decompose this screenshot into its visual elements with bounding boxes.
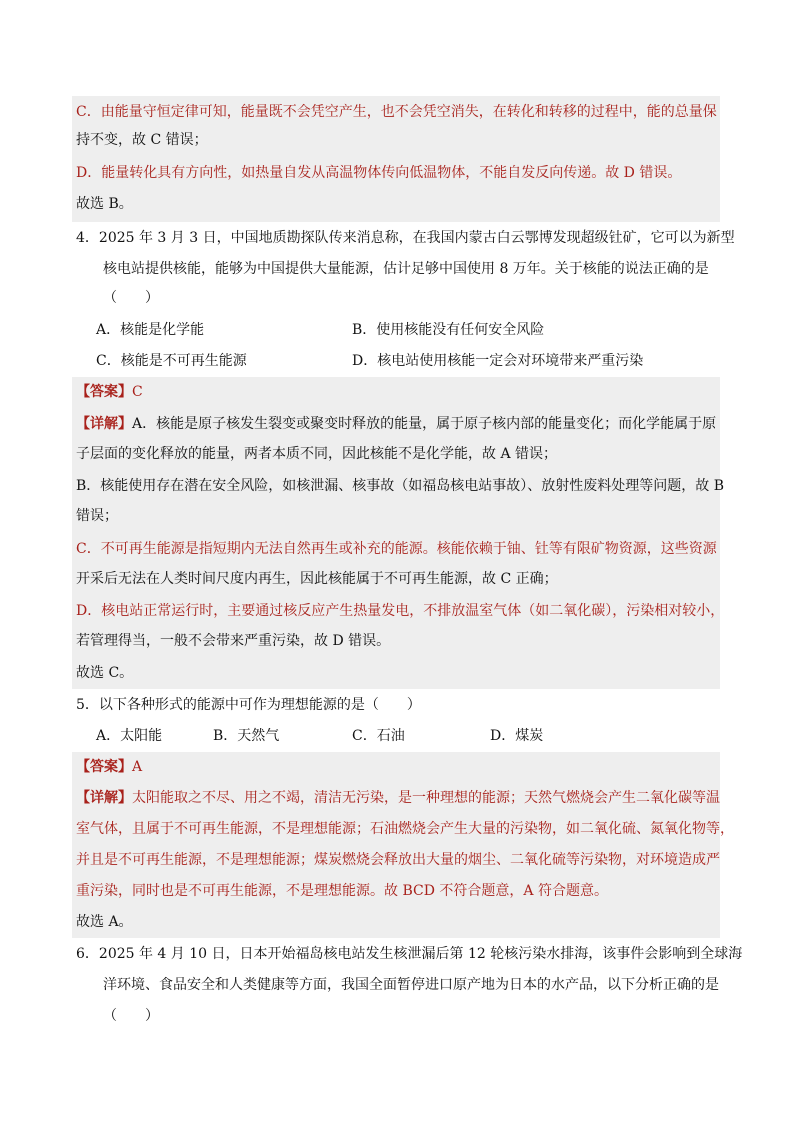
q4-option-c: C．核能是不可再生能源 [96,353,247,369]
q5-detail-line2: 室气体，且属于不可再生能源，不是理想能源；石油燃烧会产生大量的污染物，如二氧化硫、氮氧化物等， [76,821,734,837]
q5-answer-row [76,756,142,778]
q4-detail-c-line2: 开采后无法在人类时间尺度内再生，因此核能属于不可再生能源，故 C 正确； [76,571,558,587]
answer-tag: 【答案】 [76,759,132,775]
q5-stem: 5．以下各种形式的能源中可作为理想能源的是（ ） [76,697,421,713]
detail-tag: 【详解】 [76,416,132,432]
detail-tag: 【详解】 [76,790,132,806]
q5-solution-block [72,752,720,938]
q4-option-a: A．核能是化学能 [96,322,205,338]
q4-detail-d-line1: D．核电站正常运行时，主要通过核反应产生热量发电，不排放温室气体（如二氧化碳），污染相对较小， [76,603,725,619]
q5-detail-text: 太阳能取之不尽、用之不竭，清洁无污染，是一种理想的能源；天然气燃烧会产生二氧化碳等温 [132,790,720,806]
q5-option-d: D．煤炭 [490,728,544,744]
q4-answer: C [132,384,143,400]
q4-option-b: B．使用核能没有任何安全风险 [352,322,545,338]
q4-detail-a-line2: 子层面的变化释放的能量，两者本质不同，因此核能不是化学能，故 A 错误； [76,446,558,462]
q5-option-c: C．石油 [352,728,405,744]
q4-stem-line2: 核电站提供核能，能够为中国提供大量能源，估计足够中国使用 8 万年。关于核能的说法正确的是 [103,261,709,277]
q4-detail-a-line1 [76,413,716,435]
q6-stem-line1: 6．2025 年 4 月 10 日，日本开始福岛核电站发生核泄漏后第 12 轮核污染水排海，该事件会影响到全球海 [76,946,743,962]
q4-detail-d-line2: 若管理得当，一般不会带来严重污染，故 D 错误。 [76,633,391,649]
q5-answer: A [132,759,143,775]
q4-option-d: D．核电站使用核能一定会对环境带来严重污染 [352,353,644,369]
q4-detail-b-line2: 错误； [76,508,118,524]
answer-tag: 【答案】 [76,384,132,400]
q4-choose: 故选 C。 [76,665,134,681]
q3-detail-c-line2: 持不变，故 C 错误； [76,132,208,148]
q3-detail-c-line1: C．由能量守恒定律可知，能量既不会凭空产生，也不会凭空消失，在转化和转移的过程中，能的总量保 [76,104,717,120]
q5-option-b: B．天然气 [213,728,280,744]
q4-detail-a-text: A．核能是原子核发生裂变或聚变时释放的能量，属于原子核内部的能量变化；而化学能属于原 [132,416,717,432]
q5-detail-line1 [76,787,720,809]
q3-detail-d-line: D．能量转化具有方向性，如热量自发从高温物体传向低温物体，不能自发反向传递。故 D 错误。 [76,165,682,181]
q4-answer-row [76,381,143,403]
q5-option-a: A．太阳能 [96,728,163,744]
q4-stem-line1: 4．2025 年 3 月 3 日，中国地质勘探队传来消息称，在我国内蒙古白云鄂博发现超级钍矿，它可以为新型 [76,230,735,246]
q6-blank: （ ） [103,1008,159,1024]
q3-choose: 故选 B。 [76,196,133,212]
q4-detail-b-line1: B．核能使用存在潜在安全风险，如核泄漏、核事故（如福岛核电站事故）、放射性废料处理等问题，故 B [76,478,725,494]
q4-blank: （ ） [103,290,159,306]
q5-choose: 故选 A。 [76,914,133,930]
q6-stem-line2: 洋环境、食品安全和人类健康等方面，我国全面暂停进口原产地为日本的水产品，以下分析正确的是 [103,977,719,993]
q5-detail-line3: 并且是不可再生能源，不是理想能源；煤炭燃烧会释放出大量的烟尘、二氧化硫等污染物，对环境造成严 [76,852,720,868]
q5-detail-line4: 重污染，同时也是不可再生能源，不是理想能源。故 BCD 不符合题意，A 符合题意。 [76,883,608,899]
q4-detail-c-line1: C．不可再生能源是指短期内无法自然再生或补充的能源。核能依赖于铀、钍等有限矿物资源，这些资源 [76,541,717,557]
